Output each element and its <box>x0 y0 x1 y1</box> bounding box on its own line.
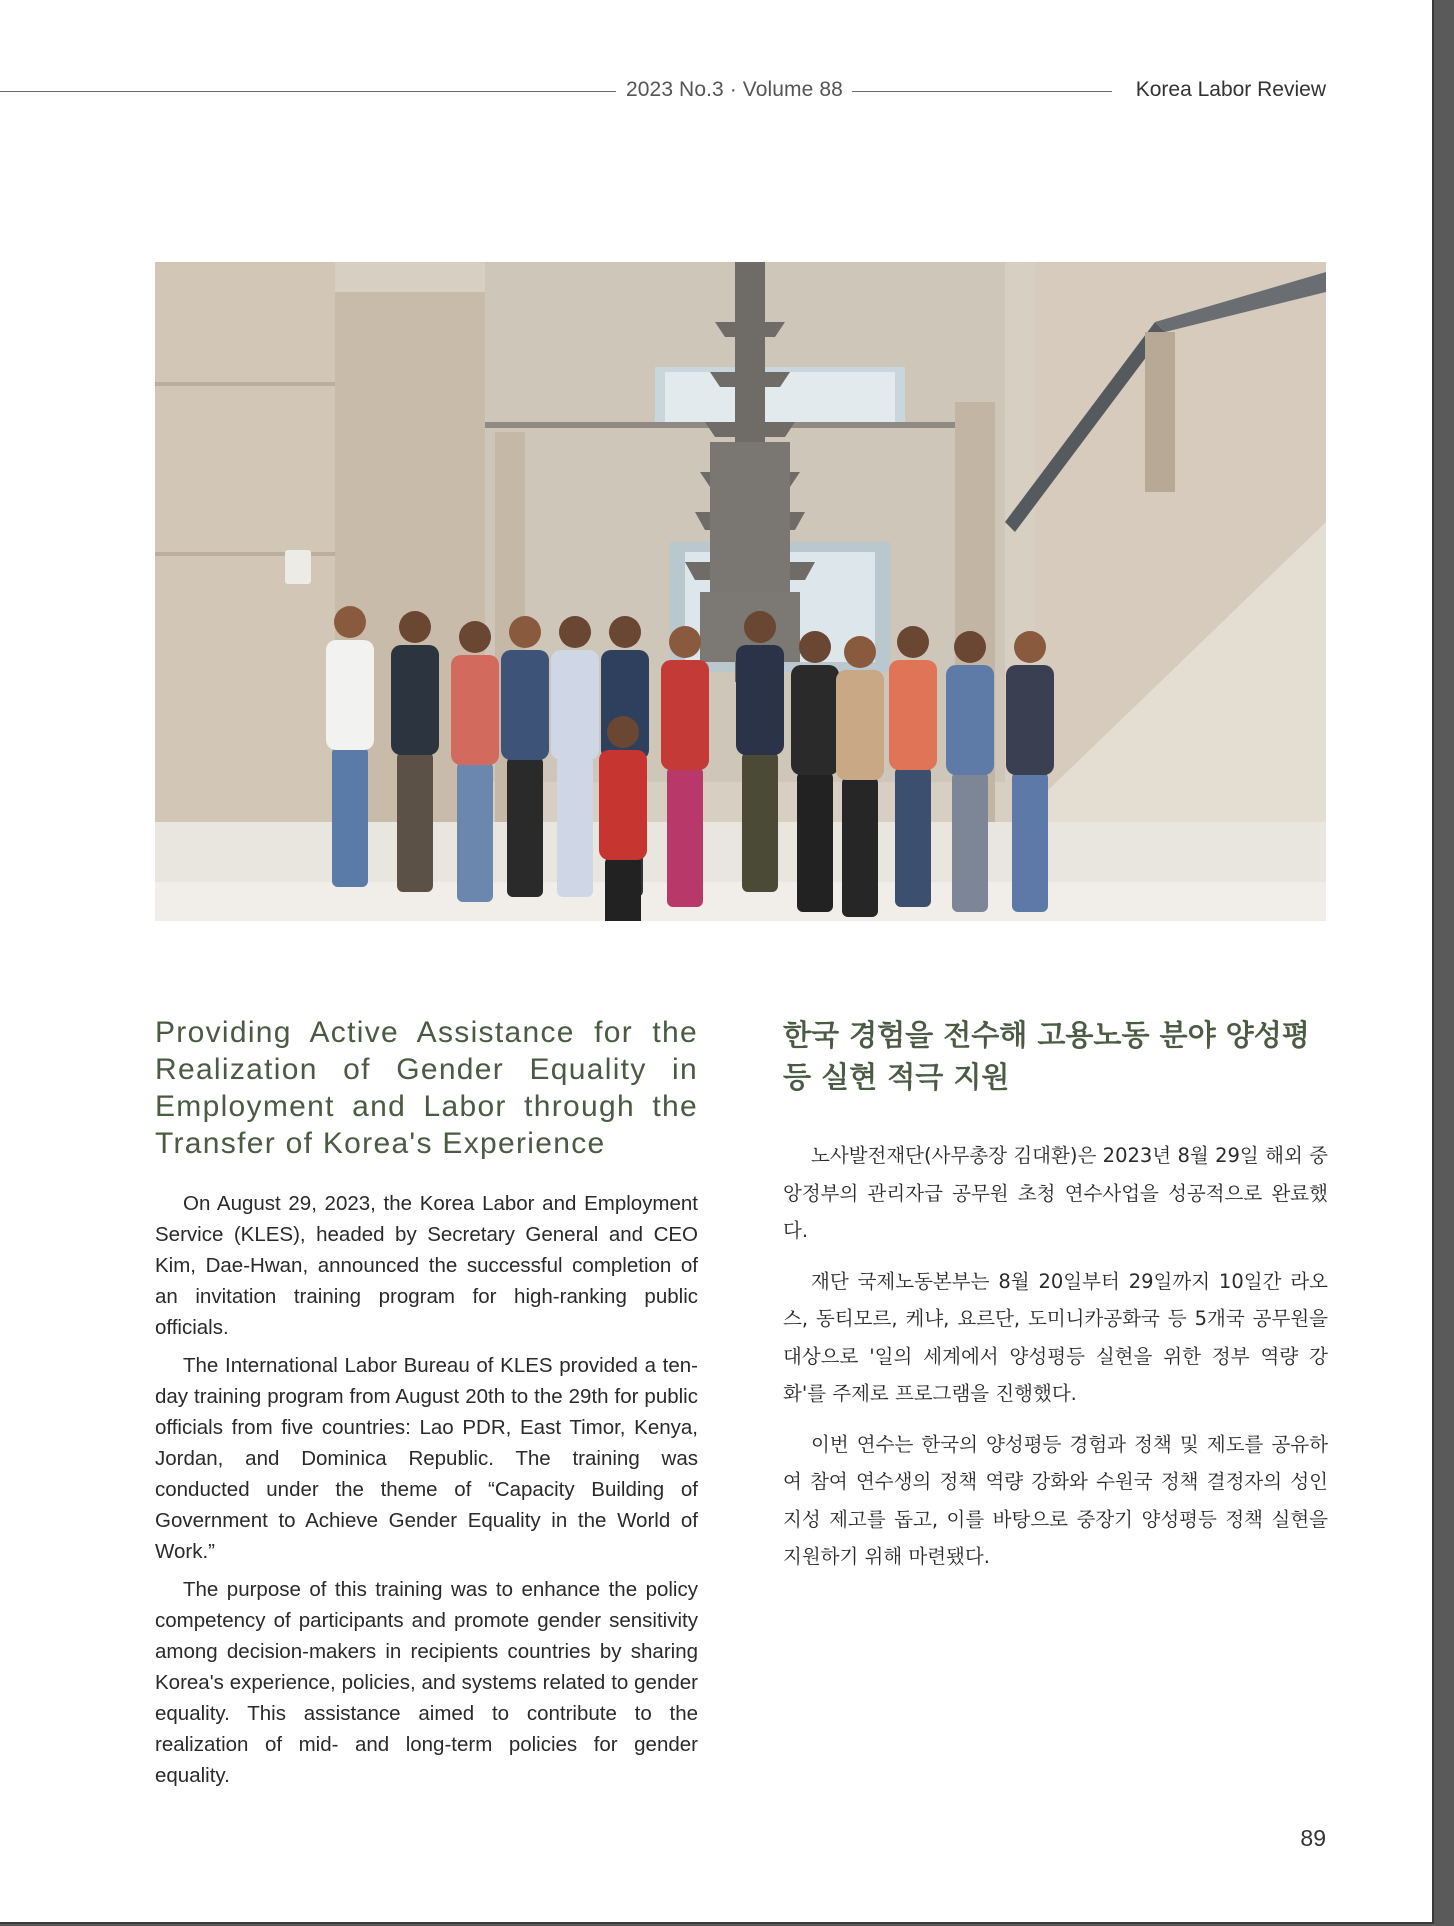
korean-body <box>783 1137 1328 1589</box>
person-figure <box>836 636 884 917</box>
korean-paragraph: 재단 국제노동본부는 8월 20일부터 29일까지 10일간 라오스, 동티모르, 케냐, 요르단, 도미니카공화국 등 5개국 공무원을 대상으로 '일의 세계에서 양성평등 실현을 위한 정부 역량 강화'를 주제로 프로그램을 진행했다. <box>783 1269 1328 1405</box>
english-paragraph: The purpose of this training was to enhance the policy competency of participants and promote gender sensitivity among decision-makers in recipients countries by sharing Korea's experience, policies, and systems related to gender equality. This assistance aimed to contribute to the realization of mid- and long-term policies for gender equality. <box>155 1578 698 1787</box>
english-paragraph: On August 29, 2023, the Korea Labor and Employment Service (KLES), headed by Secretary General and CEO Kim, Dae-Hwan, announced the successful completion of an invitation training program for high-ranking public officials. <box>155 1192 698 1339</box>
journal-name: Korea Labor Review <box>1135 78 1326 101</box>
person-figure <box>661 626 709 907</box>
person-figure <box>501 616 549 897</box>
header-rule-middle <box>852 91 1112 92</box>
person-figure <box>451 621 499 902</box>
person-figure <box>326 606 374 887</box>
person-figure <box>791 631 839 912</box>
header-rule-left <box>0 91 616 92</box>
korean-paragraph: 이번 연수는 한국의 양성평등 경험과 정책 및 제도를 공유하여 참여 연수생의 정책 역량 강화와 수원국 정책 결정자의 성인지성 제고를 돕고, 이를 바탕으로 중장기 양성평등 정책 실현을 지원하기 위해 마련됐다. <box>783 1432 1328 1568</box>
english-paragraph: The International Labor Bureau of KLES provided a ten-day training program from August 20th to the 29th for public officials from five countries: Lao PDR, East Timor, Kenya, Jordan, and Dominica Republic. The training was conducted under the theme of “Capacity Building of Government to Achieve Gender Equality in the World of Work.” <box>155 1354 698 1563</box>
group-photo-illustration <box>155 262 1326 921</box>
korean-title: 한국 경험을 전수해 고용노동 분야 양성평등 실현 적극 지원 <box>783 1018 1310 1094</box>
english-body <box>155 1188 698 1798</box>
group-photo <box>155 262 1326 921</box>
korean-paragraph: 노사발전재단(사무총장 김대환)은 2023년 8월 29일 해외 중앙정부의 관리자급 공무원 초청 연수사업을 성공적으로 완료했다. <box>783 1144 1328 1242</box>
person-figure <box>736 611 784 892</box>
english-title: Providing Active Assistance for the Realization of Gender Equality in Employment and Labor through the Transfer of Korea's Experience <box>155 1016 698 1160</box>
person-figure <box>889 626 937 907</box>
person-figure <box>1006 631 1054 912</box>
issue-label: 2023 No.3 · Volume 88 <box>626 78 843 101</box>
page-number: 89 <box>1300 1825 1326 1851</box>
person-figure <box>551 616 599 897</box>
person-figure <box>946 631 994 912</box>
person-figure <box>391 611 439 892</box>
